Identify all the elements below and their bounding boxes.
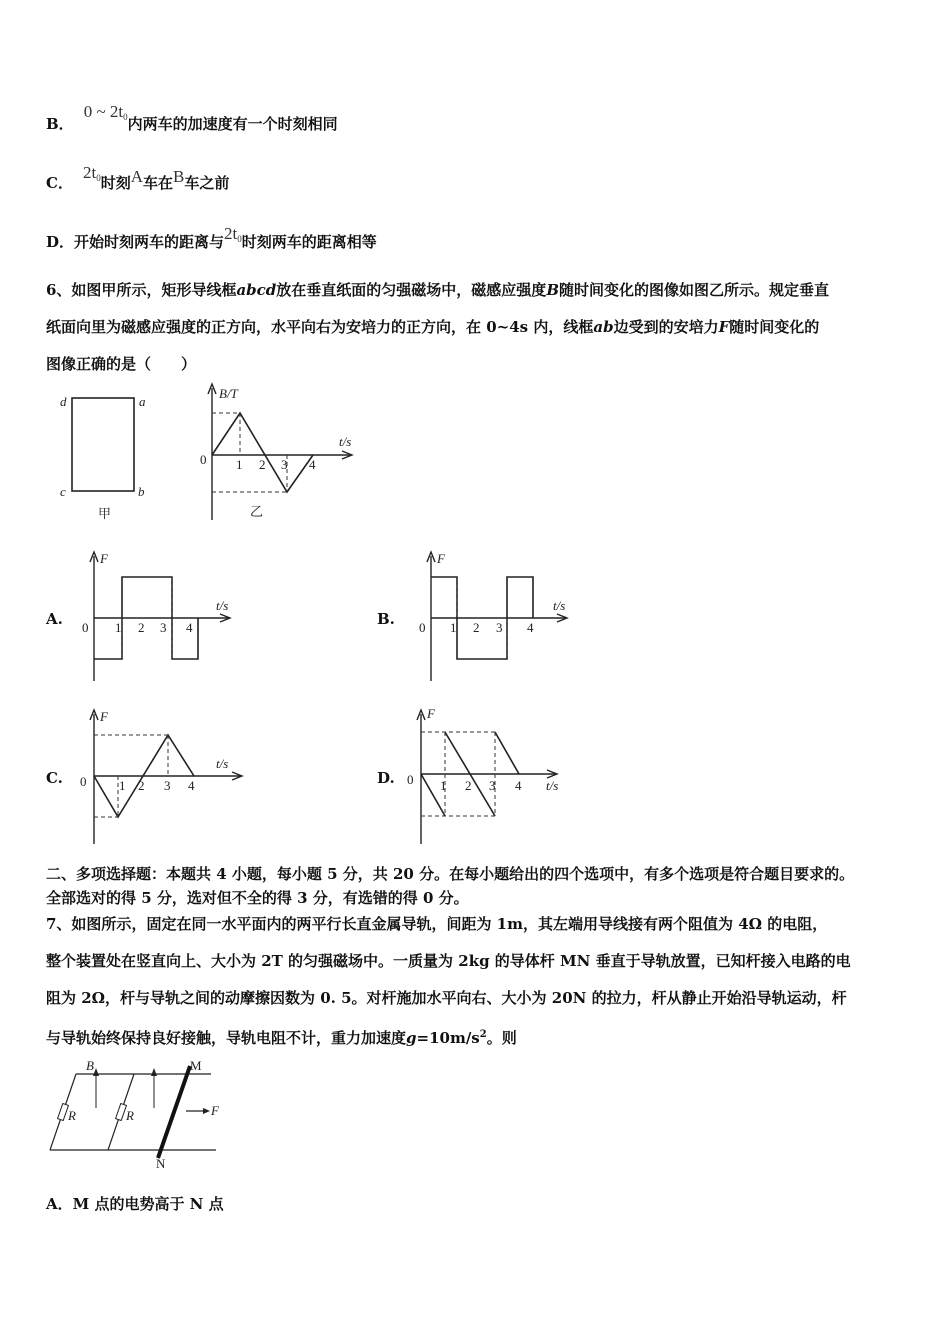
- q6-line-3: 图像正确的是（ ）: [46, 355, 197, 373]
- origin: 0: [200, 452, 207, 467]
- option-d-label: D.: [377, 769, 395, 787]
- resistor-2: [116, 1103, 127, 1120]
- resistor-1: [58, 1103, 69, 1120]
- tick: 1: [236, 457, 243, 472]
- svg-text:2: 2: [473, 620, 480, 635]
- label-c: c: [60, 484, 66, 499]
- svg-text:M: M: [190, 1058, 202, 1073]
- label-b: b: [138, 484, 145, 499]
- svg-text:2: 2: [465, 778, 472, 793]
- label-a: a: [139, 394, 146, 409]
- q7-line-3: 阻为 2Ω，杆与导轨之间的动摩擦因数为 0. 5。对杆施加水平向右、大小为 20N 的拉力，杆从静止开始沿导轨运动，杆: [46, 989, 847, 1007]
- svg-text:0: 0: [419, 620, 426, 635]
- svg-text:2: 2: [138, 620, 145, 635]
- q7-line-2: 整个装置处在竖直向上、大小为 2T 的匀强磁场中。一质量为 2kg 的导体杆 MN 垂直于导轨放置，已知杆接入电路的电: [46, 952, 851, 970]
- svg-text:3: 3: [489, 778, 496, 793]
- svg-text:F: F: [437, 551, 445, 566]
- math-expr: 0 ~ $2t_0$: [83, 102, 128, 122]
- label-d: d: [60, 394, 67, 409]
- x-label: t/s: [339, 434, 352, 449]
- figure-yi: [195, 380, 365, 525]
- svg-text:1: 1: [440, 778, 447, 793]
- q7-option-a: A．M 点的电势高于 N 点: [46, 1195, 224, 1213]
- figure-q7: [46, 1058, 226, 1170]
- svg-text:R: R: [126, 1108, 134, 1123]
- section2-line-1: 二、多项选择题：本题共 4 小题，每小题 5 分，共 20 分。在每小题给出的四个选项中，有多个选项是符合题目要求的。: [46, 865, 855, 883]
- svg-text:0: 0: [407, 772, 414, 787]
- svg-text:3: 3: [496, 620, 503, 635]
- svg-text:F: F: [211, 1103, 219, 1118]
- figure-jia: [50, 390, 160, 525]
- svg-text:F: F: [427, 706, 435, 721]
- option-a-label: A.: [46, 610, 63, 628]
- svg-text:1: 1: [450, 620, 457, 635]
- option-b-label: B.: [377, 610, 395, 628]
- caption-jia: 甲: [98, 506, 112, 521]
- svg-text:4: 4: [186, 620, 193, 635]
- q5-option-d: D．开始时刻两车的距离与$2t_0$时刻两车的距离相等: [46, 224, 377, 251]
- q7-line-1: 7、如图所示，固定在同一水平面内的两平行长直金属导轨，间距为 1m，其左端用导线接有两个阻值为 4Ω 的电阻，: [46, 915, 828, 933]
- svg-text:R: R: [68, 1108, 76, 1123]
- svg-text:t/s: t/s: [216, 598, 229, 613]
- b-curve: [212, 413, 313, 492]
- svg-text:1: 1: [115, 620, 122, 635]
- q7-line-4: 与导轨始终保持良好接触，导轨电阻不计，重力加速度$g=10m/s^2$。则: [46, 1029, 517, 1047]
- math-expr: $2t_0$: [224, 224, 242, 244]
- option-b-graph[interactable]: [415, 548, 585, 683]
- tick: 3: [281, 457, 288, 472]
- svg-text:B: B: [86, 1058, 94, 1073]
- section2-line-2: 全部选对的得 5 分，选对但不全的得 3 分，有选错的得 0 分。: [46, 889, 469, 907]
- svg-text:4: 4: [188, 778, 195, 793]
- svg-text:F: F: [100, 551, 108, 566]
- tick: 2: [259, 457, 266, 472]
- svg-text:t/s: t/s: [546, 778, 559, 793]
- svg-text:t/s: t/s: [553, 598, 566, 613]
- tick: 4: [309, 457, 316, 472]
- option-c-graph[interactable]: [78, 706, 248, 846]
- rod-mn: [158, 1066, 190, 1158]
- q5-option-b: B．0 ~ $2t_0$内两车的加速度有一个时刻相同: [46, 102, 338, 133]
- svg-text:F: F: [100, 709, 108, 724]
- svg-text:3: 3: [160, 620, 167, 635]
- svg-text:0: 0: [80, 774, 87, 789]
- option-d-graph[interactable]: [405, 706, 575, 846]
- svg-text:0: 0: [82, 620, 89, 635]
- q5-option-c: C．$2t_0$时刻A车在B车之前: [46, 163, 230, 192]
- svg-text:2: 2: [138, 778, 145, 793]
- q6-line-2: 纸面向里为磁感应强度的正方向，水平向右为安培力的正方向，在 0~4s 内，线框ab边受到的安培力F随时间变化的: [46, 318, 820, 336]
- svg-text:4: 4: [527, 620, 534, 635]
- svg-text:t/s: t/s: [216, 756, 229, 771]
- y-label: B/T: [219, 386, 238, 401]
- rect-frame: [72, 398, 134, 491]
- caption-yi: 乙: [250, 504, 264, 519]
- svg-text:N: N: [156, 1156, 166, 1171]
- svg-text:4: 4: [515, 778, 522, 793]
- math-expr: $2t_0$: [82, 163, 101, 183]
- option-a-graph[interactable]: [78, 548, 248, 683]
- q6-line-1: 6、如图甲所示，矩形导线框abcd放在垂直纸面的匀强磁场中，磁感应强度B随时间变化的图像如图乙所示。规定垂直: [46, 281, 830, 299]
- svg-text:3: 3: [164, 778, 171, 793]
- option-c-label: C.: [46, 769, 63, 787]
- svg-text:1: 1: [119, 778, 126, 793]
